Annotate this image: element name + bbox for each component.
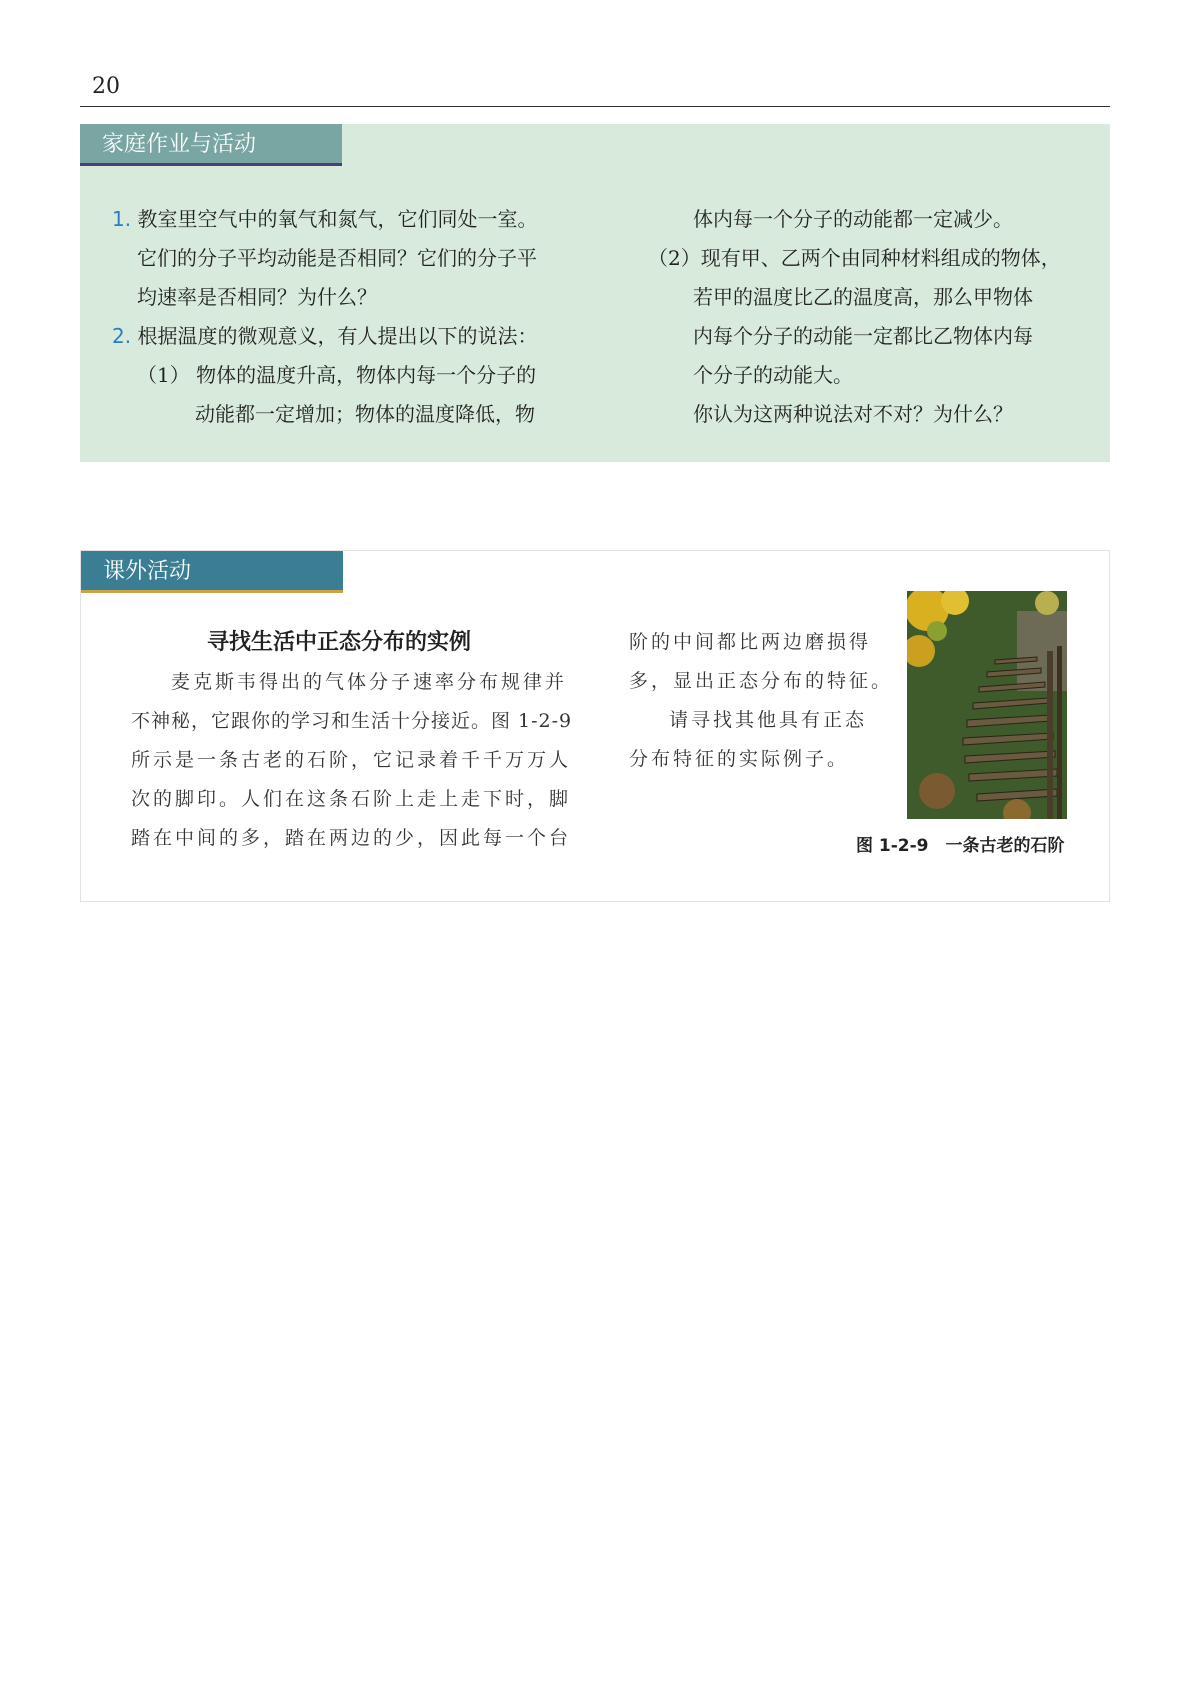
figure-caption: 图 1-2-9 一条古老的石阶 xyxy=(856,836,1065,856)
header-rule xyxy=(80,106,1110,107)
line-text: 动能都一定增加；物体的温度降低，物 xyxy=(195,402,535,426)
activity-line: 麦克斯韦得出的气体分子速率分布规律并 xyxy=(171,671,568,693)
stone-steps-photo xyxy=(907,591,1067,819)
activity-line: 多，显出正态分布的特征。 xyxy=(629,670,894,692)
item-number: 1. xyxy=(112,207,132,231)
page-number: 20 xyxy=(92,74,120,99)
activity-header: 课外活动 xyxy=(81,551,343,593)
activity-line: 分布特征的实际例子。 xyxy=(629,748,850,770)
activity-line: 次的脚印。人们在这条石阶上走上走下时，脚 xyxy=(131,788,572,810)
homework-line xyxy=(112,395,572,434)
homework-line: （2）现有甲、乙两个由同种材料组成的物体， xyxy=(648,246,1061,270)
homework-line: 体内每一个分子的动能都一定减少。 xyxy=(693,207,1013,231)
activity-line: 阶的中间都比两边磨损得 xyxy=(629,631,872,653)
line-text: 均速率是否相同？为什么？ xyxy=(137,285,377,309)
activity-left-column xyxy=(131,663,571,858)
activity-line: 踏在中间的多，踏在两边的少，因此每一个台 xyxy=(131,827,572,849)
line-text: 根据温度的微观意义，有人提出以下的说法： xyxy=(137,324,538,348)
homework-line: 你认为这两种说法对不对？为什么？ xyxy=(693,402,1013,426)
stone-steps-illustration xyxy=(907,591,1067,819)
homework-line: 若甲的温度比乙的温度高，那么甲物体 xyxy=(693,285,1033,309)
activity-box xyxy=(80,550,1110,902)
homework-box xyxy=(80,124,1110,462)
line-text: 它们的分子平均动能是否相同？它们的分子平 xyxy=(137,246,537,270)
homework-right-column xyxy=(648,200,1088,434)
activity-right-column xyxy=(629,623,894,779)
homework-line xyxy=(112,278,572,317)
activity-title: 寻找生活中正态分布的实例 xyxy=(207,630,472,655)
activity-line: 所示是一条古老的石阶，它记录着千千万万人 xyxy=(131,749,572,771)
homework-line xyxy=(112,200,572,239)
line-text: （1） 物体的温度升高，物体内每一个分子的 xyxy=(137,363,537,387)
activity-line: 不神秘，它跟你的学习和生活十分接近。图 1-2-9 xyxy=(131,710,573,732)
homework-line: 个分子的动能大。 xyxy=(693,363,853,387)
homework-line xyxy=(112,239,572,278)
homework-left-column xyxy=(112,200,572,434)
item-number: 2. xyxy=(112,324,132,348)
homework-header: 家庭作业与活动 xyxy=(80,124,342,166)
homework-line: 内每个分子的动能一定都比乙物体内每 xyxy=(693,324,1033,348)
activity-line: 请寻找其他具有正态 xyxy=(669,709,868,731)
line-text: 教室里空气中的氧气和氮气，它们同处一室。 xyxy=(137,207,538,231)
homework-line xyxy=(112,317,572,356)
homework-line xyxy=(112,356,572,395)
